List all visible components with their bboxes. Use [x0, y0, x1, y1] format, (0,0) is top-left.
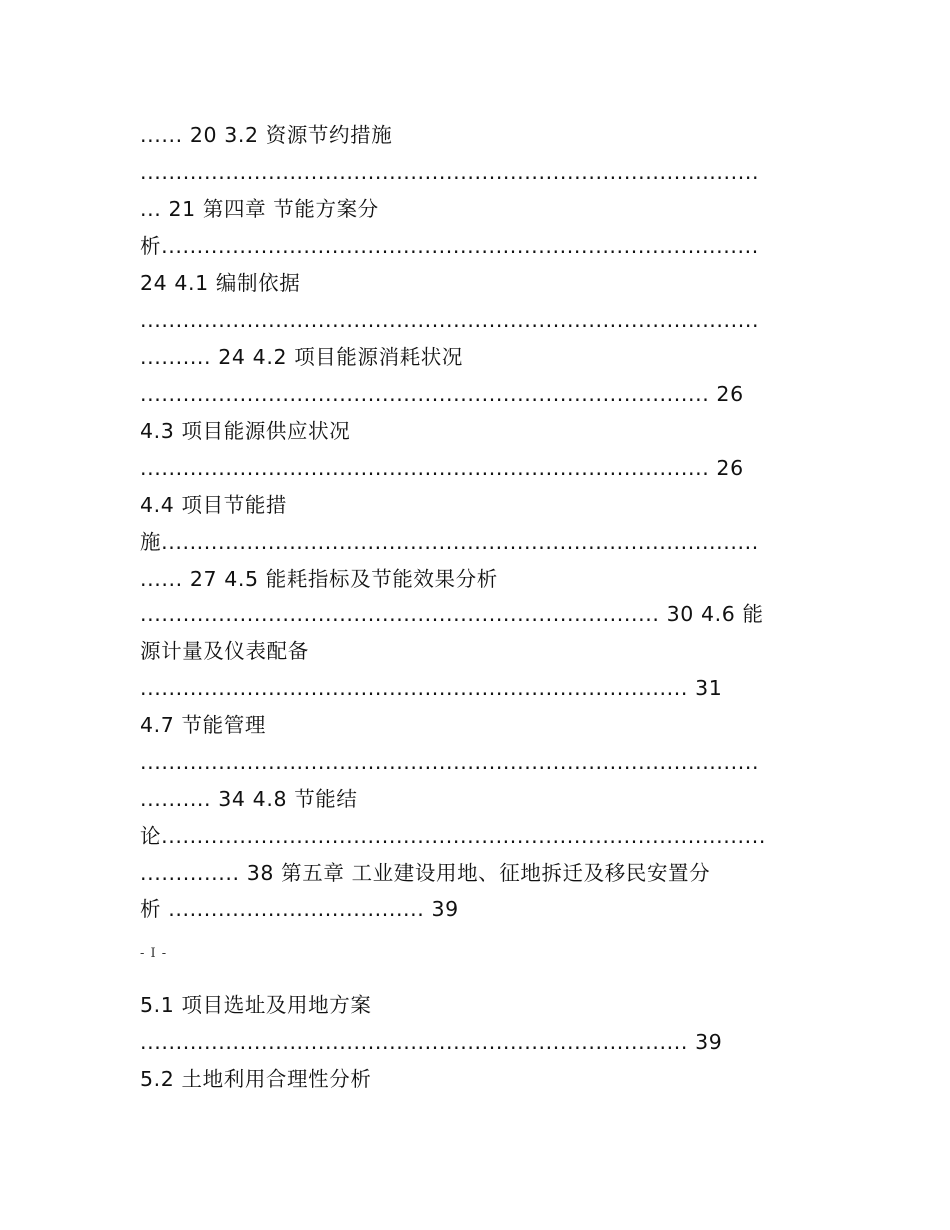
toc-line: ...... 27 4.5 能耗指标及节能效果分析 — [140, 567, 498, 591]
toc-line: ............................................................................. 31 — [140, 676, 723, 700]
toc-line: 析 .................................... 39 — [140, 897, 459, 921]
toc-line: 24 4.1 编制依据 — [140, 271, 301, 295]
toc-line: ................................................................................ 26 — [140, 382, 744, 406]
toc-line: 5.2 土地利用合理性分析 — [140, 1067, 372, 1091]
toc-line: 4.3 项目能源供应状况 — [140, 419, 351, 443]
toc-line: 析.................................................................................... — [140, 234, 759, 258]
toc-line: ......................................................................... 30 4.6 能 — [140, 602, 764, 626]
toc-line: 5.1 项目选址及用地方案 — [140, 993, 372, 1017]
toc-line: ................................................................................ 26 — [140, 456, 744, 480]
page-number: - I - — [140, 946, 168, 961]
toc-line: ....................................................................................... — [140, 308, 760, 332]
toc-line: 源计量及仪表配备 — [140, 639, 309, 663]
toc-line: 4.4 项目节能措 — [140, 493, 288, 517]
toc-line: 论..................................................................................... — [140, 824, 766, 848]
toc-line: .............. 38 第五章 工业建设用地、征地拆迁及移民安置分 — [140, 861, 711, 885]
toc-line: 4.7 节能管理 — [140, 713, 266, 737]
toc-line: ... 21 第四章 节能方案分 — [140, 197, 379, 221]
toc-line: ....................................................................................... — [140, 750, 760, 774]
toc-line: 施.................................................................................... — [140, 530, 759, 554]
toc-line: ...... 20 3.2 资源节约措施 — [140, 123, 393, 147]
toc-line: ....................................................................................... — [140, 160, 760, 184]
toc-line: ............................................................................. 39 — [140, 1030, 723, 1054]
toc-line: .......... 24 4.2 项目能源消耗状况 — [140, 345, 463, 369]
toc-line: .......... 34 4.8 节能结 — [140, 787, 358, 811]
